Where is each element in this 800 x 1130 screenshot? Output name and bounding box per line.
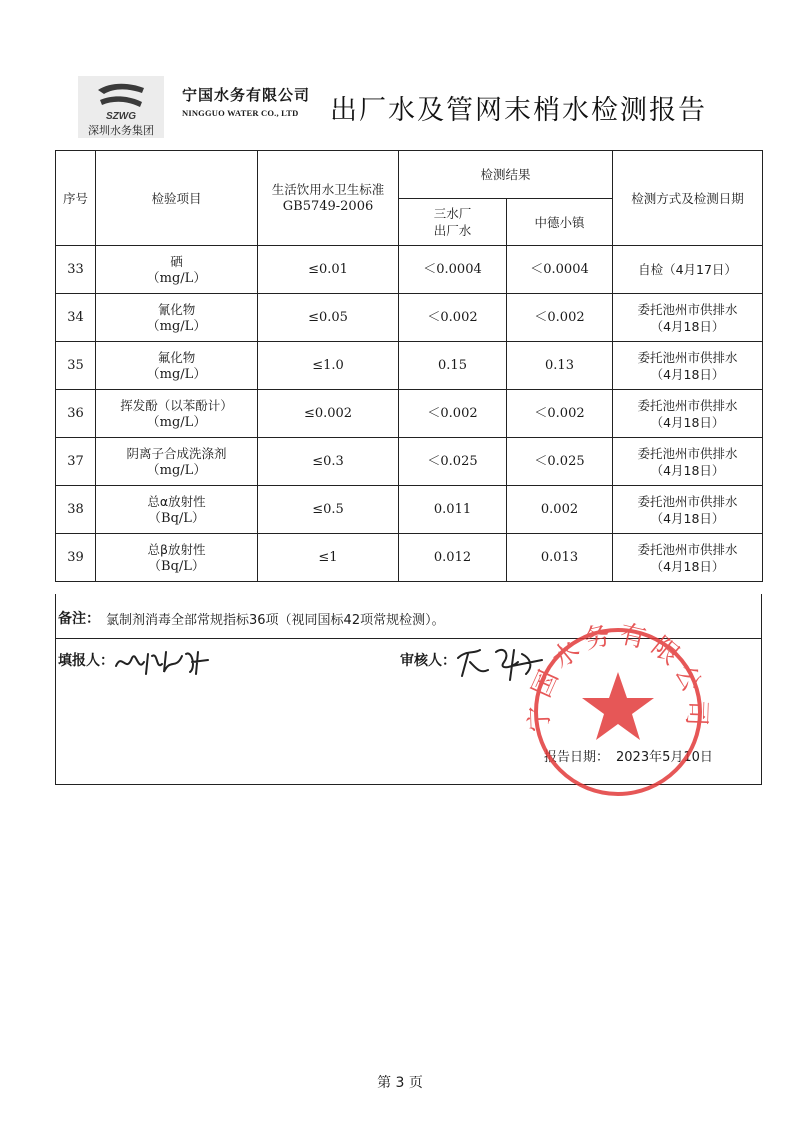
filler-signature xyxy=(112,644,222,680)
szws-wave-logo-icon xyxy=(92,80,150,122)
table-row xyxy=(56,486,763,534)
reviewer-label: 审核人： xyxy=(400,653,456,669)
row-standard: ≤1 xyxy=(258,534,399,582)
table-header-row xyxy=(56,151,763,199)
standard-header-line2: GB5749-2006 xyxy=(282,199,374,214)
item-unit: （mg/L） xyxy=(146,462,207,478)
method-line1: 委托池州市供排水 xyxy=(637,445,738,461)
row-town-result: ＜0.0004 xyxy=(507,246,613,294)
row-method xyxy=(613,246,763,294)
method-line1: 委托池州市供排水 xyxy=(637,301,738,317)
remark-label: 备注： xyxy=(58,611,100,627)
row-plant-result: ＜0.0004 xyxy=(399,246,507,294)
test-results-table xyxy=(55,150,763,582)
item-unit: （mg/L） xyxy=(146,414,207,430)
method-line1: 自检（4月17日） xyxy=(638,262,737,277)
row-standard: ≤0.05 xyxy=(258,294,399,342)
row-town-result: 0.002 xyxy=(507,486,613,534)
seal-star-icon xyxy=(582,672,654,740)
row-standard: ≤0.5 xyxy=(258,486,399,534)
item-name: 阴离子合成洗涤剂 xyxy=(126,445,227,461)
logo-group-name: 深圳水务集团 xyxy=(88,124,154,137)
table-body xyxy=(56,246,763,582)
row-item xyxy=(96,342,258,390)
item-name: 硒 xyxy=(170,253,183,269)
row-method xyxy=(613,438,763,486)
method-line2: （4月18日） xyxy=(650,462,725,478)
col-method-header: 检测方式及检测日期 xyxy=(613,151,763,246)
method-line2: （4月18日） xyxy=(650,414,725,430)
row-item xyxy=(96,246,258,294)
plant-header-line2: 出厂水 xyxy=(433,223,472,238)
col-town-header: 中德小镇 xyxy=(507,199,613,246)
item-name: 挥发酚（以苯酚计） xyxy=(120,397,233,413)
row-index: 35 xyxy=(56,342,96,390)
row-town-result: 0.013 xyxy=(507,534,613,582)
report-date-value: 2023年5月10日 xyxy=(616,750,713,765)
row-plant-result: ＜0.002 xyxy=(399,294,507,342)
item-name: 氰化物 xyxy=(157,301,196,317)
row-index: 33 xyxy=(56,246,96,294)
row-item xyxy=(96,534,258,582)
company-seal xyxy=(508,602,728,802)
col-index-header: 序号 xyxy=(56,151,96,246)
table-row xyxy=(56,246,763,294)
row-standard: ≤0.01 xyxy=(258,246,399,294)
plant-header-line1: 三水厂 xyxy=(433,206,472,221)
row-method xyxy=(613,534,763,582)
row-index: 34 xyxy=(56,294,96,342)
col-standard-header xyxy=(258,151,399,246)
row-plant-result: ＜0.002 xyxy=(399,390,507,438)
row-plant-result: 0.15 xyxy=(399,342,507,390)
method-line2: （4月18日） xyxy=(650,510,725,526)
row-index: 39 xyxy=(56,534,96,582)
row-standard: ≤0.3 xyxy=(258,438,399,486)
report-date-label: 报告日期： xyxy=(544,750,610,765)
row-standard: ≤1.0 xyxy=(258,342,399,390)
row-plant-result: 0.011 xyxy=(399,486,507,534)
item-unit: （Bq/L） xyxy=(148,558,205,574)
row-item xyxy=(96,486,258,534)
document-title: 出厂水及管网末梢水检测报告 xyxy=(330,95,707,126)
col-results-header: 检测结果 xyxy=(399,151,613,199)
remark-text: 氯制剂消毒全部常规指标36项（视同国标42项常规检测）。 xyxy=(106,613,445,628)
row-index: 37 xyxy=(56,438,96,486)
logo-text: SZWG xyxy=(106,111,136,122)
page-number: 第 3 页 xyxy=(377,1075,423,1091)
row-town-result: ＜0.025 xyxy=(507,438,613,486)
row-town-result: ＜0.002 xyxy=(507,294,613,342)
table-row xyxy=(56,534,763,582)
item-name: 氟化物 xyxy=(157,349,196,365)
method-line2: （4月18日） xyxy=(650,366,725,382)
method-line1: 委托池州市供排水 xyxy=(637,397,738,413)
filler-label: 填报人： xyxy=(58,653,114,669)
row-index: 38 xyxy=(56,486,96,534)
col-item-header: 检验项目 xyxy=(96,151,258,246)
method-line2: （4月18日） xyxy=(650,558,725,574)
method-line1: 委托池州市供排水 xyxy=(637,541,738,557)
company-name-cn: 宁国水务有限公司 xyxy=(182,86,311,104)
table-row xyxy=(56,390,763,438)
company-logo xyxy=(78,76,164,138)
table-row xyxy=(56,342,763,390)
svg-text:宁国水务有限公司: 宁国水务有限公司 xyxy=(524,619,712,733)
report-header xyxy=(0,0,800,150)
row-town-result: ＜0.002 xyxy=(507,390,613,438)
company-name-en: NINGGUO WATER CO., LTD xyxy=(182,108,299,118)
standard-header-line1: 生活饮用水卫生标准 xyxy=(271,182,385,197)
item-name: 总β放射性 xyxy=(147,541,206,557)
item-unit: （Bq/L） xyxy=(148,510,205,526)
item-unit: （mg/L） xyxy=(146,366,207,382)
row-plant-result: ＜0.025 xyxy=(399,438,507,486)
col-plant-header xyxy=(399,199,507,246)
row-method xyxy=(613,390,763,438)
table-row xyxy=(56,438,763,486)
row-method xyxy=(613,342,763,390)
row-method xyxy=(613,294,763,342)
row-item xyxy=(96,438,258,486)
method-line1: 委托池州市供排水 xyxy=(637,349,738,365)
method-line1: 委托池州市供排水 xyxy=(637,493,738,509)
row-item xyxy=(96,294,258,342)
row-plant-result: 0.012 xyxy=(399,534,507,582)
row-index: 36 xyxy=(56,390,96,438)
row-method xyxy=(613,486,763,534)
item-name: 总α放射性 xyxy=(147,493,206,509)
table-row xyxy=(56,294,763,342)
row-item xyxy=(96,390,258,438)
row-standard: ≤0.002 xyxy=(258,390,399,438)
item-unit: （mg/L） xyxy=(146,270,207,286)
method-line2: （4月18日） xyxy=(650,318,725,334)
row-town-result: 0.13 xyxy=(507,342,613,390)
item-unit: （mg/L） xyxy=(146,318,207,334)
